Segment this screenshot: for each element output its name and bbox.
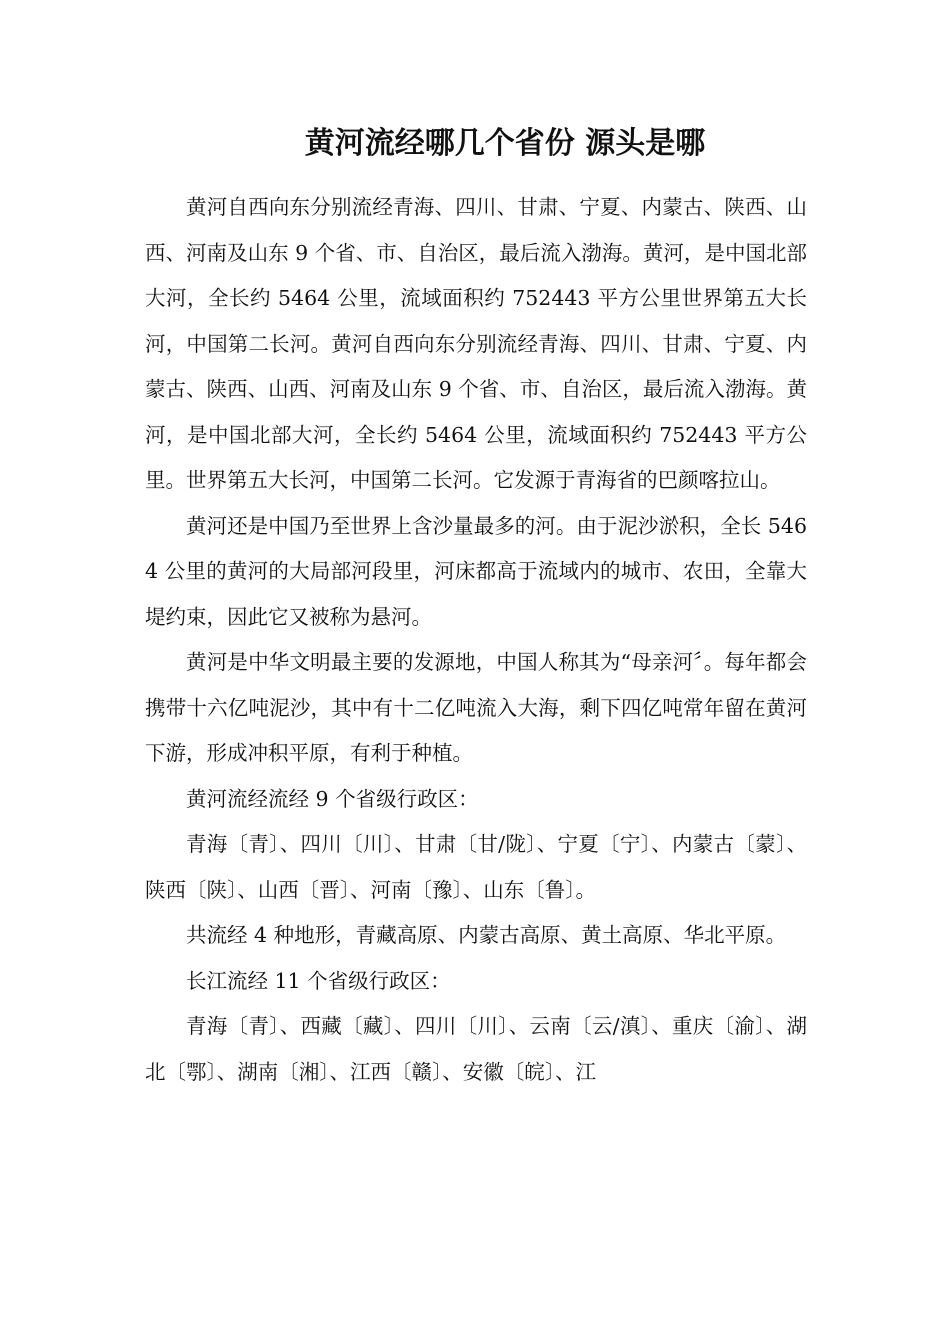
document-body — [145, 185, 807, 1095]
paragraph-river-overview: 黄河自西向东分别流经青海、四川、甘肃、宁夏、内蒙古、陕西、山西、河南及山东 9 个省、市、自治区，最后流入渤海。黄河，是中国北部大河，全长约 5464 公里，流域面积约 752443 平方公里世界第五大长河，中国第二长河。黄河自西向东分别流经青海、四川、甘肃、宁夏、内蒙古、陕西、山西、河南及山东 9 个省、市、自治区，最后流入渤海。黄河，是中国北部大河，全长约 5464 公里，流域面积约 752443 平方公里。世界第五大长河，中国第二长河。它发源于青海省的巴颜喀拉山。 — [145, 195, 807, 492]
document-title: 黄河流经哪几个省份 源头是哪 — [304, 126, 706, 161]
paragraph-mother-river: 黄河是中华文明最主要的发源地，中国人称其为“母亲河〞。每年都会携带十六亿吨泥沙，其中有十二亿吨流入大海，剩下四亿吨常年留在黄河下游，形成冲积平原，有利于种植。 — [145, 650, 807, 765]
paragraph-yangtze-provinces-list: 青海〔青〕、西藏〔藏〕、四川〔川〕、云南〔云/滇〕、重庆〔渝〕、湖北〔鄂〕、湖南〔湘〕、江西〔赣〕、安徽〔皖〕、江 — [145, 1014, 807, 1084]
paragraph-sediment: 黄河还是中国乃至世界上含沙量最多的河。由于泥沙淤积，全长 5464 公里的黄河的大局部河段里，河床都高于流域内的城市、农田，全靠大堤约束，因此它又被称为悬河。 — [145, 513, 807, 629]
paragraph-yellow-river-provinces-heading: 黄河流经流经 9 个省级行政区： — [186, 786, 479, 811]
paragraph-yellow-river-provinces-list: 青海〔青〕、四川〔川〕、甘肃〔甘/陇〕、宁夏〔宁〕、内蒙古〔蒙〕、陕西〔陕〕、山西〔晋〕、河南〔豫〕、山东〔鲁〕。 — [145, 832, 807, 902]
paragraph-yangtze-provinces-heading: 长江流经 11 个省级行政区： — [186, 968, 451, 993]
paragraph-terrain: 共流经 4 种地形，青藏高原、内蒙古高原、黄土高原、华北平原。 — [186, 923, 787, 947]
